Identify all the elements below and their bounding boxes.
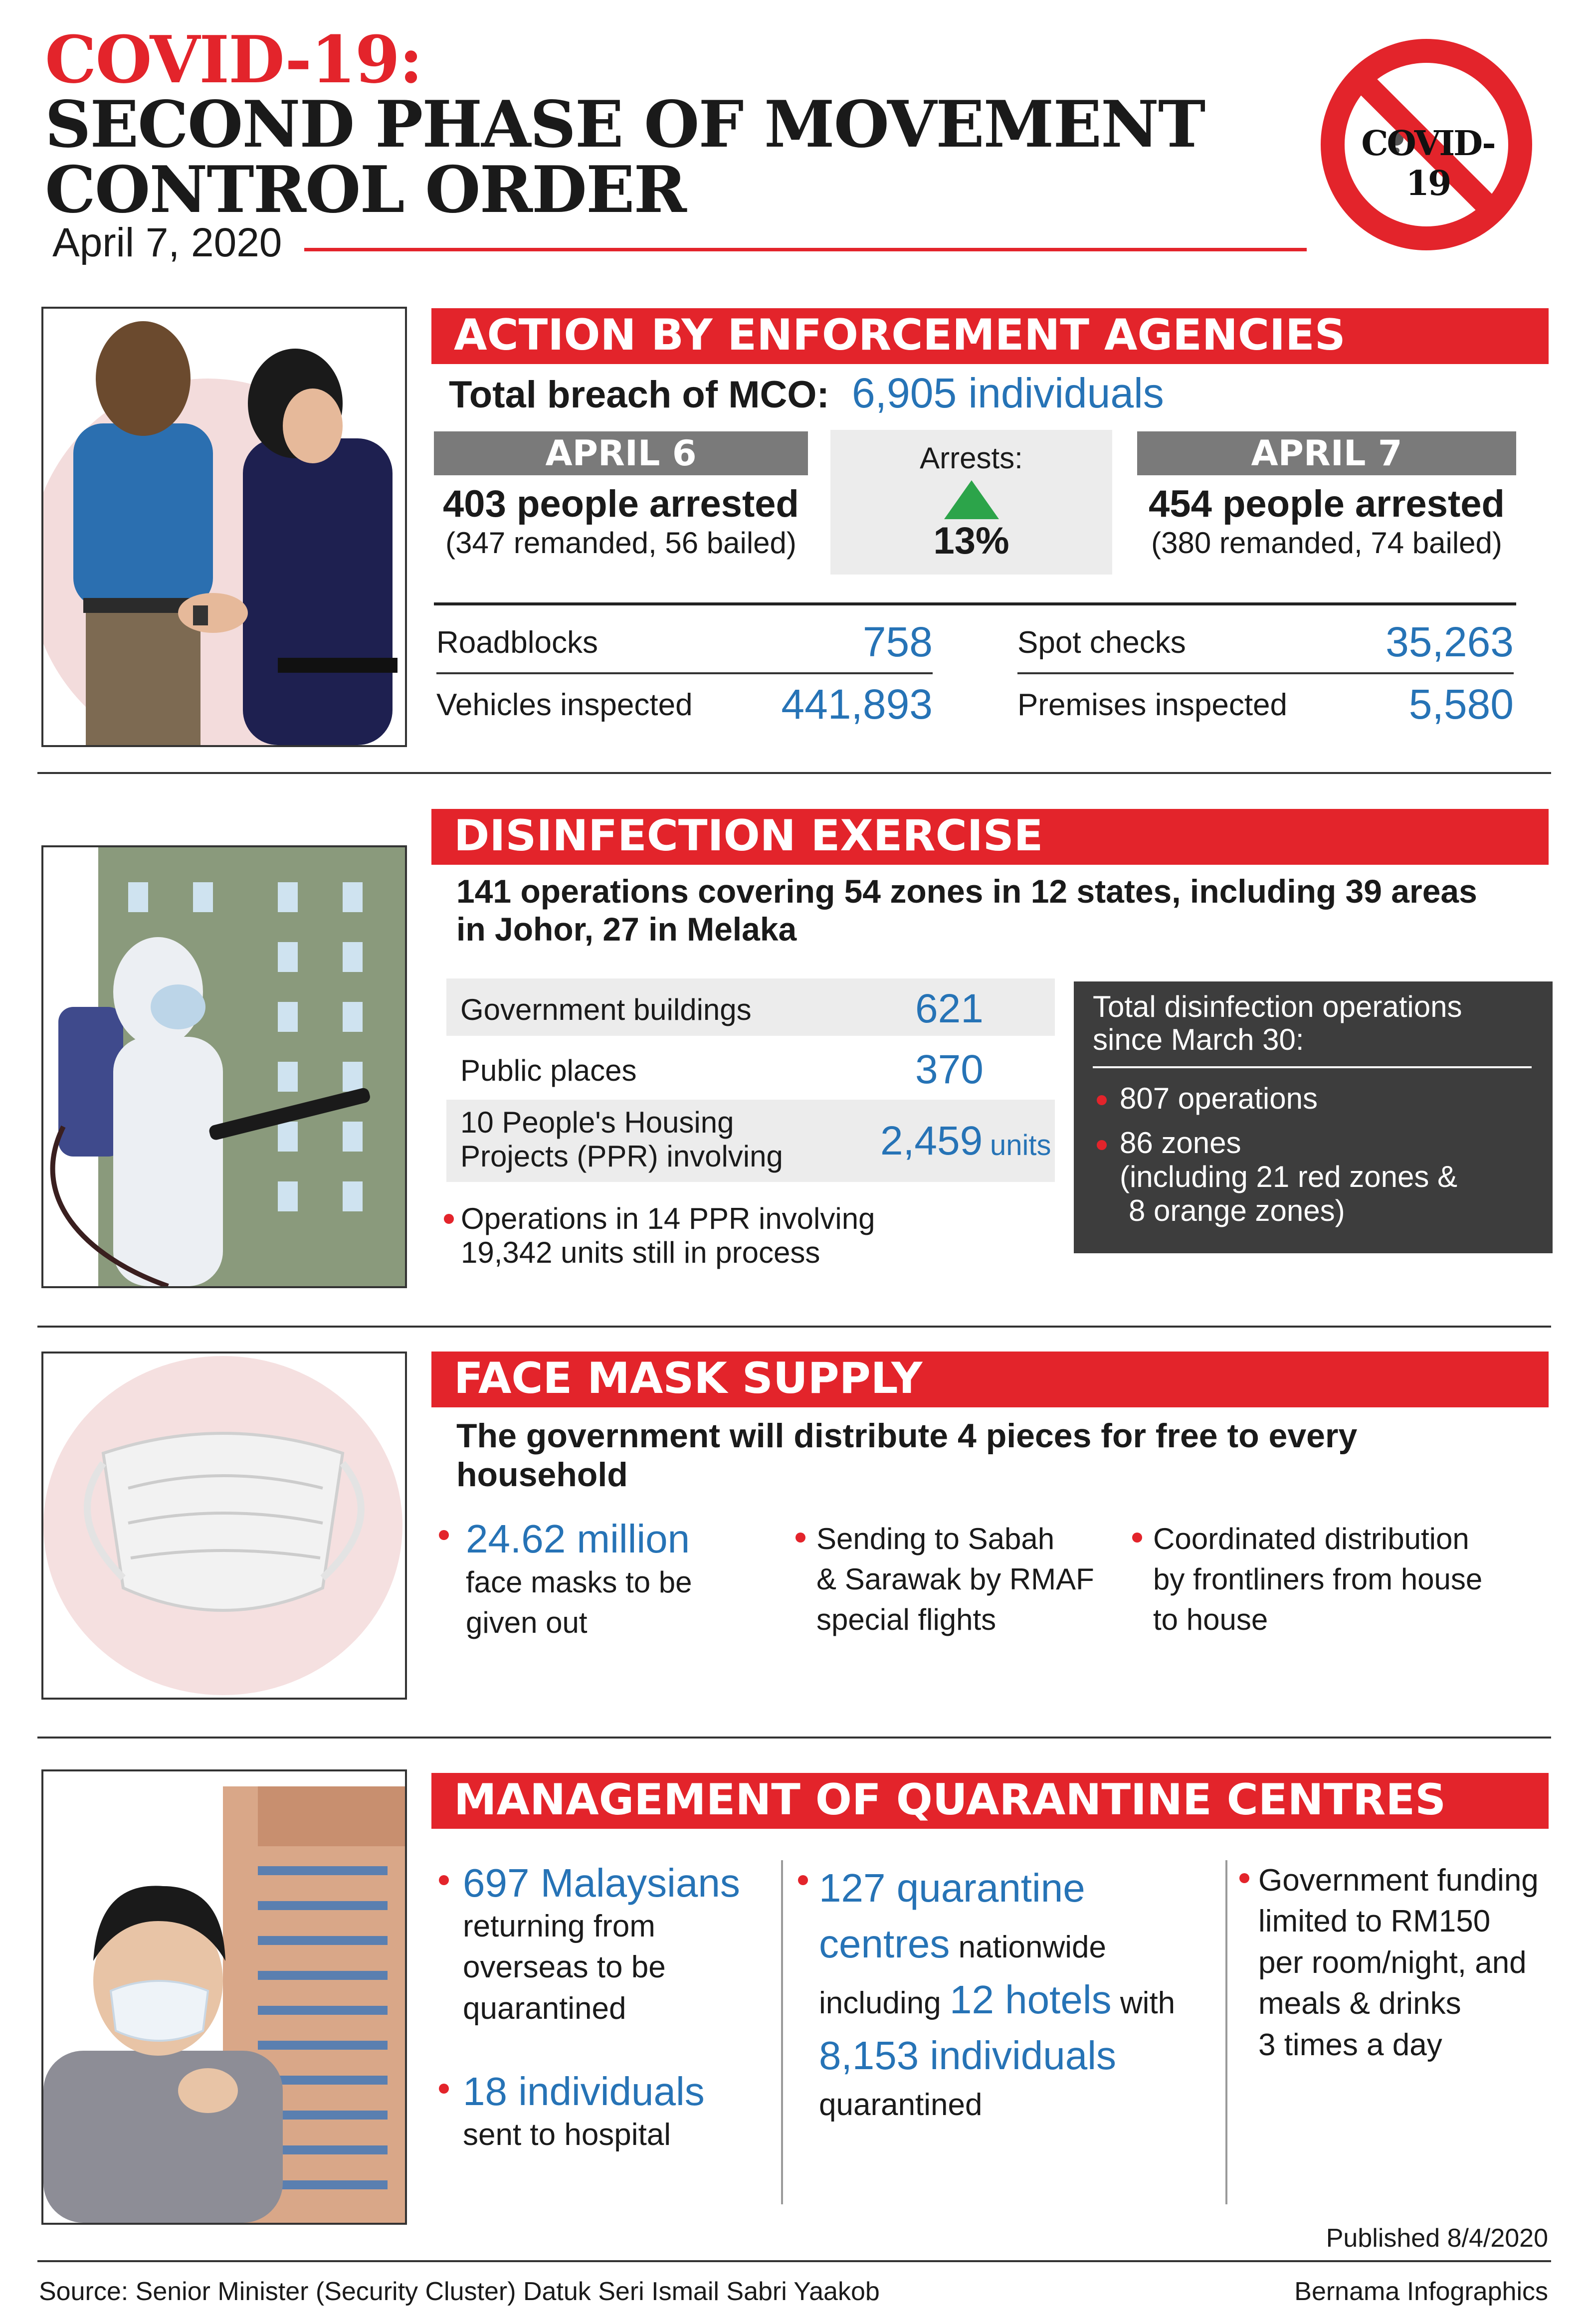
no-covid-logo [1317, 35, 1536, 254]
masks-col2-line3: special flights [816, 1603, 996, 1636]
footer-divider [37, 2260, 1551, 2262]
bullet-dot [1132, 1533, 1142, 1543]
masks-col1 [439, 1516, 692, 1643]
quarantine-col3-line1: Government funding [1258, 1863, 1539, 1898]
published-date: Published 8/4/2020 [1326, 2224, 1548, 2253]
april7-label: APRIL 7 [1137, 431, 1516, 475]
including-text: including [819, 1986, 941, 2020]
quarantine-hospital: 18 individuals [463, 2069, 705, 2114]
total-box-item2-sub2: 8 orange zones) [1129, 1193, 1345, 1227]
quarantine-col1b [439, 2069, 705, 2155]
bullet-dot [798, 1875, 808, 1885]
enforcement-illustration [41, 307, 407, 747]
stat-spot-checks [1017, 618, 1514, 666]
header-divider [304, 248, 1307, 251]
section-heading-quarantine: MANAGEMENT OF QUARANTINE CENTRES [431, 1773, 1549, 1829]
column-divider [1225, 1860, 1227, 2204]
quarantine-col2-line5: quarantined [819, 2088, 983, 2122]
april6-detail: (347 remanded, 56 bailed) [445, 526, 796, 560]
total-box-item1: 807 operations [1120, 1082, 1318, 1115]
masks-col1-line2: given out [466, 1606, 588, 1639]
masks-col3 [1132, 1519, 1482, 1640]
total-box-title [1093, 990, 1462, 1056]
total-box-item2-sub1: (including 21 red zones & [1120, 1160, 1458, 1193]
masks-summary-line2: household [456, 1456, 628, 1494]
arrests-percent: 13% [933, 520, 1009, 562]
with-text: with [1120, 1986, 1176, 2020]
stat-value: 441,893 [781, 681, 933, 728]
masks-col2-line1: Sending to Sabah [816, 1522, 1055, 1555]
row-label: Government buildings [460, 993, 752, 1026]
masks-col2 [795, 1519, 1094, 1640]
quarantine-col3-line5: 3 times a day [1258, 2027, 1442, 2062]
disinfection-summary-line1: 141 operations covering 54 zones in 12 states, including 39 areas [456, 873, 1477, 910]
disinfection-note [444, 1202, 875, 1270]
face-mask-icon [43, 1354, 405, 1698]
quarantine-col3-line2: limited to RM150 [1258, 1904, 1491, 1939]
row-unit: units [990, 1129, 1051, 1162]
bullet-dot [439, 2084, 449, 2094]
quarantine-illustration [41, 1769, 407, 2225]
row-value: 370 [915, 1047, 984, 1092]
hotels-count: 12 hotels [949, 1977, 1112, 2022]
masks-col1-line1: face masks to be [466, 1565, 692, 1599]
title-highlight: COVID-19: [45, 21, 422, 98]
page-title-line2: CONTROL ORDER [45, 152, 686, 227]
stats-divider [434, 602, 1516, 605]
quarantine-col1-line2: overseas to be [463, 1950, 666, 1985]
stat-label: Vehicles inspected [436, 688, 693, 722]
row-value: 621 [915, 986, 984, 1031]
april6-arrested: 403 people arrested [443, 483, 799, 525]
row-label [460, 1106, 783, 1173]
masks-summary-line1: The government will distribute 4 pieces for free to every [456, 1417, 1358, 1455]
quarantine-col3-line3: per room/night, and [1258, 1945, 1527, 1980]
masks-summary [456, 1416, 1357, 1494]
stat-value: 758 [862, 618, 933, 665]
section-divider [37, 1737, 1551, 1739]
disinfection-illustration [41, 845, 407, 1288]
publish-date: April 7, 2020 [52, 220, 282, 265]
masks-col2-line2: & Sarawak by RMAF [816, 1562, 1094, 1596]
breach-row [449, 369, 1164, 417]
total-box-title-line2: since March 30: [1093, 1023, 1304, 1056]
publisher-credit: Bernama Infographics [1294, 2277, 1548, 2306]
nationwide-text: nationwide [958, 1930, 1107, 1964]
bullet-dot [1239, 1873, 1249, 1883]
centres-word: centres [819, 1922, 950, 1966]
disinfection-summary [456, 873, 1477, 949]
stat-vehicles [436, 683, 933, 728]
total-box-item2 [1120, 1126, 1457, 1227]
masks-col3-line2: by frontliners from house [1153, 1562, 1483, 1596]
april7-arrested: 454 people arrested [1149, 483, 1505, 525]
stat-value: 35,263 [1386, 618, 1514, 665]
april7-detail: (380 remanded, 74 bailed) [1151, 526, 1502, 560]
row-label-line1: 10 People's Housing [460, 1106, 734, 1139]
quarantine-person-illustration [43, 1771, 405, 2223]
april6-label: APRIL 6 [434, 431, 808, 475]
breach-value: 6,905 individuals [851, 370, 1164, 416]
quarantine-col1-line3: quarantined [463, 1991, 626, 2026]
note-line1: Operations in 14 PPR involving [461, 1202, 875, 1235]
bullet-dot [795, 1533, 805, 1543]
breach-label: Total breach of MCO: [449, 374, 829, 416]
bullet-dot [444, 1214, 454, 1224]
sprayer-illustration [43, 847, 405, 1286]
quarantine-col2-line1 [798, 1860, 1227, 1916]
total-box-item2-main: 86 zones [1120, 1126, 1241, 1160]
bullet-dot [439, 1875, 449, 1885]
disinfection-row-public [446, 1042, 1055, 1097]
quarantine-col1-line1: returning from [463, 1909, 655, 1943]
section-divider [37, 1326, 1551, 1328]
disinfection-row-government [446, 978, 1055, 1036]
section-heading-masks: FACE MASK SUPPLY [431, 1352, 1549, 1407]
page-title-line1: SECOND PHASE OF MOVEMENT [45, 87, 1205, 162]
quarantine-malaysians: 697 Malaysians [463, 1861, 740, 1905]
quarantine-col2-line2 [798, 1916, 1227, 1972]
note-line2: 19,342 units still in process [461, 1235, 820, 1269]
centres-count: 127 quarantine [819, 1866, 1085, 1910]
quarantine-col2-line4 [798, 2028, 1227, 2084]
stat-row-divider [1017, 672, 1514, 674]
row-value: 2,459 [880, 1118, 983, 1163]
section-divider [37, 772, 1551, 774]
masks-col3-line1: Coordinated distribution [1153, 1522, 1469, 1555]
quarantine-col1 [439, 1860, 740, 2029]
mask-illustration [41, 1352, 407, 1700]
increase-arrow-icon [944, 480, 999, 519]
section-heading-enforcement: ACTION BY ENFORCEMENT AGENCIES [431, 308, 1549, 364]
source-credit: Source: Senior Minister (Security Cluster) Datuk Seri Ismail Sabri Yaakob [39, 2277, 880, 2306]
stat-label: Spot checks [1017, 625, 1186, 660]
arrests-label: Arrests: [920, 441, 1023, 475]
row-label-line2: Projects (PPR) involving [460, 1139, 783, 1173]
arrests-change-box [830, 430, 1112, 575]
column-divider [781, 1860, 783, 2204]
masks-col3-line3: to house [1153, 1603, 1268, 1636]
quarantine-col3-line4: meals & drinks [1258, 1986, 1461, 2021]
arrest-illustration [43, 309, 405, 745]
row-label: Public places [460, 1054, 637, 1087]
bullet-dot [1097, 1140, 1107, 1150]
bullet-dot [1097, 1095, 1107, 1105]
stat-value: 5,580 [1408, 681, 1514, 728]
individuals-count: 8,153 individuals [819, 2033, 1116, 2078]
section-heading-disinfection: DISINFECTION EXERCISE [431, 809, 1549, 865]
total-disinfection-box [1074, 981, 1553, 1253]
quarantine-col2 [798, 1860, 1227, 2127]
total-box-title-line1: Total disinfection operations [1093, 990, 1462, 1023]
stat-roadblocks [436, 618, 933, 666]
quarantine-col3 [1239, 1860, 1539, 2066]
logo-text: COVID-19 [1361, 124, 1495, 203]
april7-block [1137, 431, 1516, 560]
stat-label: Roadblocks [436, 625, 598, 660]
disinfection-summary-line2: in Johor, 27 in Melaka [456, 910, 797, 948]
stat-premises [1017, 683, 1514, 728]
page-title [45, 87, 1242, 227]
disinfection-row-ppr [446, 1100, 1055, 1182]
stat-label: Premises inspected [1017, 688, 1288, 722]
bullet-dot [439, 1530, 449, 1540]
total-box-divider [1093, 1066, 1532, 1068]
masks-highlight: 24.62 million [466, 1517, 690, 1561]
stat-row-divider [436, 672, 933, 674]
quarantine-col1b-line1: sent to hospital [463, 2118, 671, 2152]
quarantine-col2-line3 [798, 1972, 1227, 2028]
april6-block [434, 431, 808, 560]
